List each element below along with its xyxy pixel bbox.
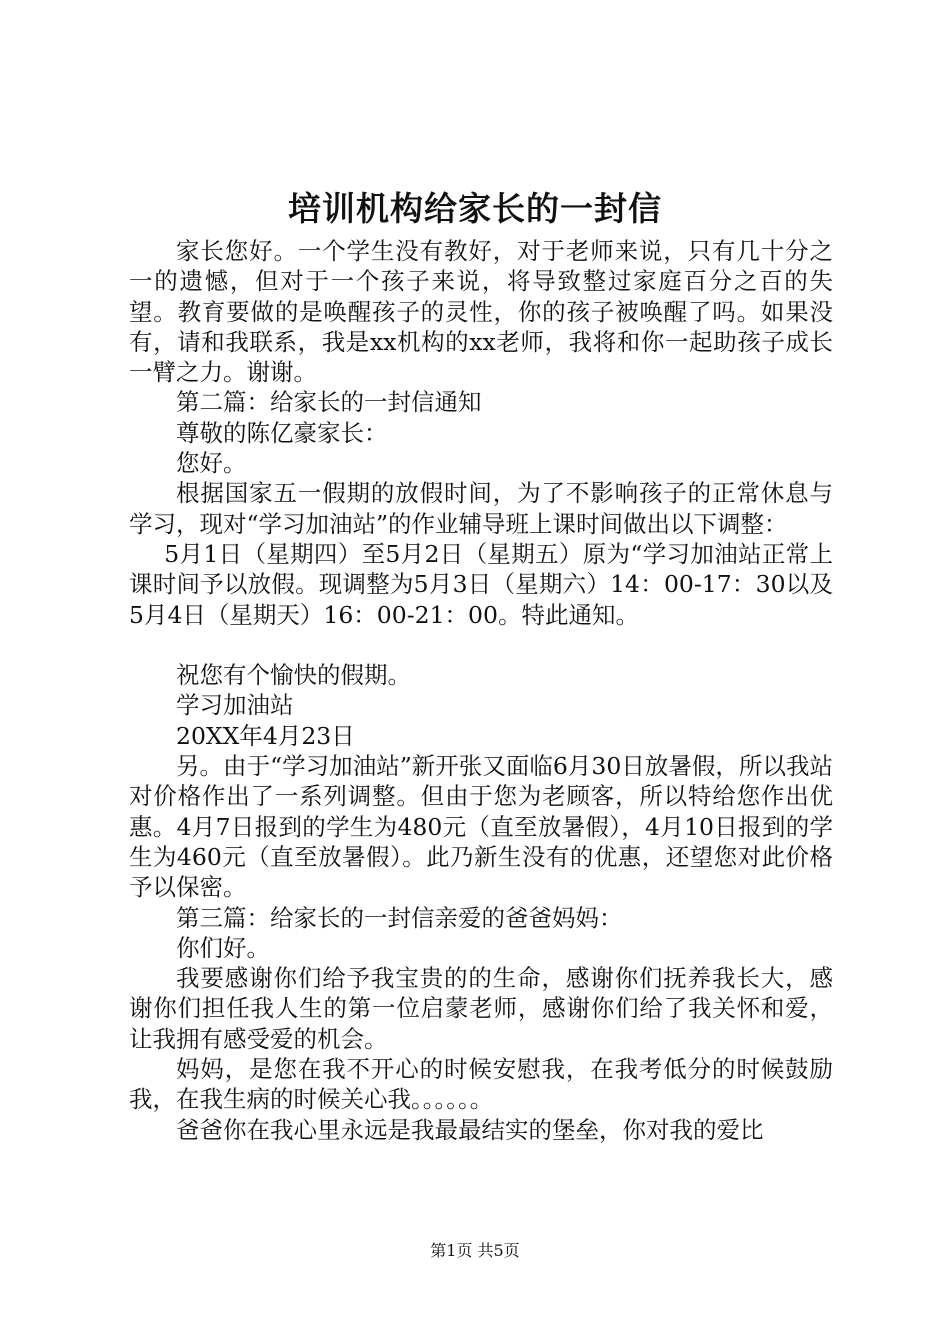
paragraph-greeting: 家长您好。一个学生没有教好，对于老师来说，只有几十分之一的遗憾，但对于一个孩子来说，将导致整过家庭百分之百的失望。教育要做的是唤醒孩子的灵性，你的孩子被唤醒了吗。如果没有，请和我联系，我是xx机构的xx老师，我将和你一起助孩子成长一臂之力。谢谢。 (129, 237, 833, 387)
paragraph-signature: 学习加油站 (176, 691, 294, 720)
paragraph-blank (129, 630, 833, 660)
document-title: 培训机构给家长的一封信 (288, 189, 662, 228)
paragraph-section-two-heading: 第二篇：给家长的一封信通知 (176, 388, 482, 417)
paragraph-schedule-change: 5月1日（星期四）至5月2日（星期五）原为“学习加油站正常上课时间予以放假。现调整为5月3日（星期六）14：00-17：30以及5月4日（星期天）16：00-21：00。特此通知。 (129, 539, 833, 629)
page-footer: 第1页 共5页 (430, 1241, 520, 1260)
paragraph-notice-intro: 根据国家五一假期的放假时间，为了不影响孩子的正常休息与学习，现对“学习加油站”的作业辅导班上课时间做出以下调整： (129, 479, 833, 538)
paragraph-hello: 您好。 (176, 449, 247, 478)
paragraph-father: 爸爸你在我心里永远是我最最结实的堡垒，你对我的爱比 (176, 1115, 764, 1144)
paragraph-salutation: 尊敬的陈亿豪家长： (176, 418, 388, 447)
document-body (129, 236, 833, 1145)
paragraph-thanks: 我要感谢你们给予我宝贵的的生命，感谢你们抚养我长大，感谢你们担任我人生的第一位启蒙老师，感谢你们给了我关怀和爱，让我拥有感受爱的机会。 (129, 964, 833, 1053)
paragraph-date: 20XX年4月23日 (176, 721, 355, 750)
paragraph-hello-parents: 你们好。 (176, 933, 270, 962)
paragraph-pricing-note: 另。由于“学习加油站”新开张又面临6月30日放暑假，所以我站对价格作出了一系列调整。但由于您为老顾客，所以特给您作出优惠。4月7日报到的学生为480元（直至放暑假），4月10日报到的学生为460元（直至放暑假）。此乃新生没有的优惠，还望您对此价格予以保密。 (129, 752, 833, 902)
paragraph-holiday-wish: 祝您有个愉快的假期。 (176, 661, 411, 690)
paragraph-mother: 妈妈，是您在我不开心的时候安慰我，在我考低分的时候鼓励我，在我生病的时候关心我。。。。。。 (129, 1055, 833, 1114)
paragraph-section-three-heading: 第三篇：给家长的一封信亲爱的爸爸妈妈： (176, 903, 623, 932)
